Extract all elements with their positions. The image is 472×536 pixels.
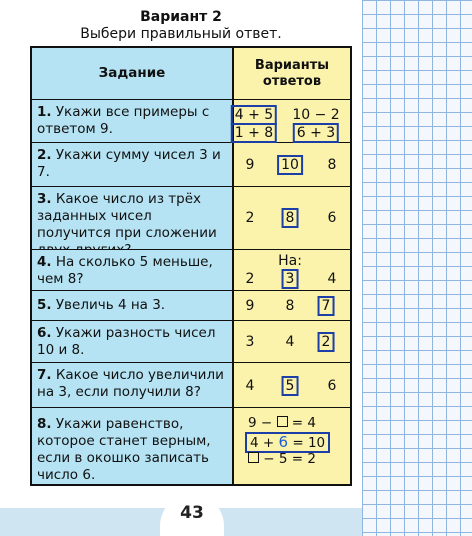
answer-option[interactable]: 8 (327, 157, 337, 174)
task-row-7 (32, 362, 350, 407)
task-row-8 (32, 407, 350, 484)
task-number: 1. (37, 104, 52, 121)
variant-title: Вариант 2 (140, 9, 222, 25)
equation-option-boxed[interactable] (245, 432, 330, 453)
task-text: Какое число увеличили на 3, если получили 8? (37, 366, 229, 400)
handwritten-answer: 6 (278, 433, 289, 451)
answer-cell (234, 363, 350, 407)
answer-cell (234, 321, 350, 361)
answer-option-boxed[interactable]: 5 (282, 376, 299, 396)
answer-option[interactable]: 9 (245, 298, 255, 315)
task-text: Укажи все примеры с ответом 9. (37, 104, 214, 138)
task-text: Увеличь 4 на 3. (55, 297, 166, 314)
task-cell (32, 143, 234, 185)
blank-square-icon (277, 416, 288, 427)
answer-option[interactable]: 6 (327, 209, 337, 226)
answer-cell (234, 291, 350, 320)
answer-option[interactable]: 4 (245, 377, 255, 394)
answer-cell (234, 187, 350, 249)
answer-option[interactable]: 2 (245, 270, 255, 287)
answer-option[interactable]: 10 − 2 (292, 107, 340, 124)
task-cell (32, 408, 234, 484)
equation-right: − 5 = 2 (263, 451, 316, 467)
task-number: 4. (37, 253, 52, 270)
answer-option[interactable]: 6 (327, 377, 337, 394)
task-row-3 (32, 186, 350, 249)
task-number: 7. (37, 366, 52, 383)
answer-option-boxed[interactable]: 6 + 3 (293, 123, 339, 143)
answer-option[interactable]: 8 (285, 298, 295, 315)
task-row-6 (32, 320, 350, 361)
answer-option-boxed[interactable]: 3 (282, 269, 299, 289)
task-number: 6. (37, 325, 52, 342)
answer-option-boxed[interactable]: 1 + 8 (231, 123, 277, 143)
task-text: Укажи разность чисел 10 и 8. (37, 325, 220, 359)
table-header-row (32, 48, 350, 99)
answer-option-boxed[interactable]: 7 (318, 296, 335, 316)
task-row-5 (32, 290, 350, 320)
column-header-answers: Варианты ответов (234, 48, 350, 99)
answer-option[interactable]: 4 (285, 334, 295, 351)
task-row-4 (32, 249, 350, 290)
blank-square-icon (248, 452, 259, 463)
task-row-1 (32, 99, 350, 142)
answer-cell (234, 100, 350, 142)
answer-option-boxed[interactable]: 2 (318, 332, 335, 352)
task-number: 5. (37, 297, 52, 314)
equation-left: 9 − (248, 415, 273, 431)
equation-right: = 4 (291, 415, 316, 431)
quiz-table (30, 46, 352, 486)
task-number: 8. (37, 416, 52, 432)
answer-option[interactable]: 4 (327, 270, 337, 287)
answer-option[interactable]: 3 (245, 334, 255, 351)
task-text: Укажи сумму чисел 3 и 7. (37, 147, 226, 181)
task-cell (32, 250, 234, 290)
answer-cell (234, 408, 350, 484)
task-number: 3. (37, 190, 52, 207)
task-number: 2. (37, 147, 52, 164)
page-number: 43 (180, 503, 204, 523)
answer-cell (234, 250, 350, 290)
task-row-2 (32, 142, 350, 185)
graph-paper-margin (362, 0, 472, 536)
answer-option-boxed[interactable]: 4 + 5 (231, 105, 277, 125)
task-text: Укажи равенство, которое станет верным, если в окошко записать число 6. (37, 416, 215, 483)
equation-option[interactable] (248, 415, 316, 431)
column-header-task: Задание (32, 48, 234, 99)
task-cell (32, 321, 234, 361)
equation-right: = 10 (292, 435, 326, 451)
equation-left: 4 + (250, 435, 275, 451)
answer-option-boxed[interactable]: 8 (282, 208, 299, 228)
instruction-text: Выбери правильный ответ. (80, 26, 282, 42)
task-cell (32, 291, 234, 320)
answer-option-boxed[interactable]: 10 (277, 155, 303, 175)
task-cell (32, 100, 234, 142)
answer-cell (234, 143, 350, 185)
task-text: На сколько 5 меньше, чем 8? (37, 253, 218, 287)
answer-option[interactable]: 2 (245, 209, 255, 226)
answer-prefix: На: (278, 252, 302, 269)
answer-option[interactable]: 9 (245, 157, 255, 174)
task-cell (32, 187, 234, 249)
task-cell (32, 363, 234, 407)
equation-option[interactable] (248, 451, 316, 467)
task-text: Какое число из трёх заданных чисел получится при сложении (37, 190, 217, 241)
